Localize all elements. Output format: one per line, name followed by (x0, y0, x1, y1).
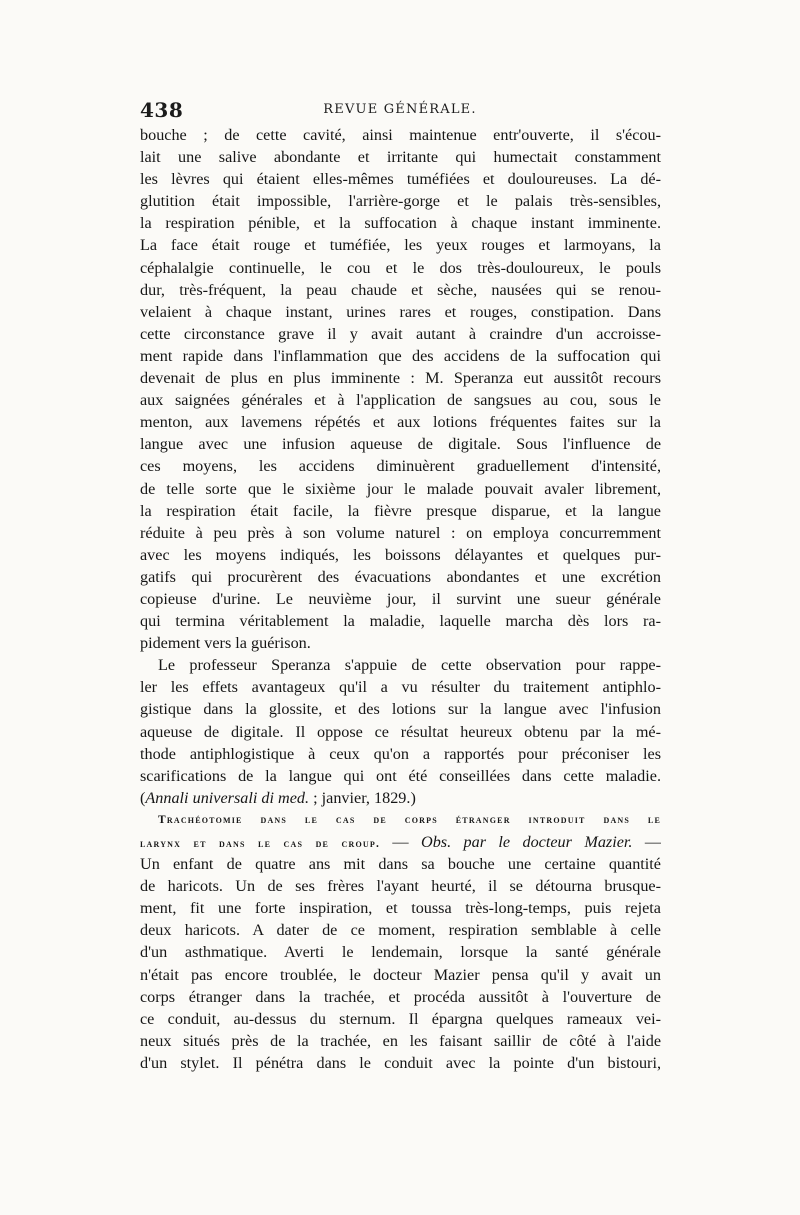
text-line: langue avec une infusion aqueuse de digitale. Sous l'influence de (140, 435, 661, 454)
text-line: gatifs qui procurèrent des évacuations abondantes et une excrétion (140, 567, 661, 586)
text-line: d'un stylet. Il pénétra dans le conduit avec la pointe d'un bistouri, (140, 1053, 661, 1072)
text-line: n'était pas encore troublée, le docteur Mazier pensa qu'il y avait un (140, 965, 661, 984)
text-line: corps étranger dans la trachée, et procéda aussitôt à l'ouverture de (140, 987, 661, 1006)
text-line: réduite à peu près à son volume naturel : on employa concurremment (140, 523, 661, 542)
text-line: thode antiphlogistique à ceux qu'on a rapportés pour préconiser les (140, 744, 661, 763)
text-line: lait une salive abondante et irritante qui humectait constamment (140, 148, 661, 167)
citation-open: ( (140, 788, 146, 807)
text-line: ler les effets avantageux qu'il a vu résulter du traitement antiphlo- (140, 678, 661, 697)
text-line: avec les moyens indiqués, les boissons délayantes et quelques pur- (140, 545, 661, 564)
text-line: gistique dans la glossite, et des lotions sur la langue avec l'infusion (140, 700, 661, 719)
citation-title: Annali universali di med. (145, 788, 310, 807)
text-line: copieuse d'urine. Le neuvième jour, il survint une sueur générale (140, 589, 661, 608)
text-line: La face était rouge et tuméfiée, les yeux rouges et larmoyans, la (140, 236, 661, 255)
text-line: dur, très-fréquent, la peau chaude et sèche, nausées qui se renou- (140, 280, 661, 299)
journal-title: REVUE GÉNÉRALE. (323, 102, 477, 117)
section-title: Trachéotomie dans le cas de corps étranger introduit dans le (158, 813, 661, 826)
text-line: ment rapide dans l'inflammation que des accidens de la suffocation qui (140, 346, 661, 365)
text-line: céphalalgie continuelle, le cou et le dos très-douloureux, le pouls (140, 258, 661, 277)
running-head (140, 98, 660, 124)
text-line: scarifications de la langue qui ont été conseillées dans cette maladie. (140, 766, 661, 785)
text-line: velaient à chaque instant, urines rares et rouges, constipation. Dans (140, 302, 661, 321)
text-line: la respiration pénible, et la suffocation à chaque instant imminente. (140, 214, 661, 233)
text-line: la respiration était facile, la fièvre presque disparue, et la langue (140, 501, 661, 520)
text-line: ment, fit une forte inspiration, et toussa très-long-temps, puis rejeta (140, 899, 661, 918)
text-line: aux saignées générales et à l'application de sangsues au cou, sous le (140, 391, 661, 410)
text-line: glutition était impossible, l'arrière-gorge et le palais très-sensibles, (140, 192, 661, 211)
text-line: Le professeur Speranza s'appuie de cette observation pour rappe- (158, 656, 661, 675)
section-dash: — (632, 833, 661, 851)
text-line: les lèvres qui étaient elles-mêmes tuméfiées et douloureuses. La dé- (140, 170, 661, 189)
text-line: devenait de plus en plus imminente : M. Speranza eut aussitôt recours (140, 369, 661, 388)
text-line: menton, aux lavemens répétés et aux lotions fréquentes faites sur la (140, 413, 661, 432)
text-line: deux haricots. A dater de ce moment, respiration semblable à celle (140, 921, 661, 940)
text-line: de telle sorte que le sixième jour le malade pouvait avaler librement, (140, 479, 661, 498)
text-line: bouche ; de cette cavité, ainsi maintenue entr'ouverte, il s'écou- (140, 126, 661, 144)
text-line: aqueuse de digitale. Il oppose ce résultat heureux obtenu par la mé- (140, 722, 661, 741)
section-observation: Obs. par le docteur Mazier. (421, 833, 633, 851)
text-line: de haricots. Un de ses frères l'ayant heurté, il se détourna brusque- (140, 877, 661, 896)
citation-rest: ; janvier, 1829.) (309, 788, 416, 807)
text-line: pidement vers la guérison. (140, 634, 311, 653)
text-line: d'un asthmatique. Averti le lendemain, lorsque la santé générale (140, 943, 661, 962)
section-title-line-2 (140, 831, 661, 853)
text-line: Un enfant de quatre ans mit dans sa bouche une certaine quantité (140, 855, 661, 874)
text-line: ce conduit, au-dessus du sternum. Il épargna quelques rameaux vei- (140, 1009, 661, 1028)
main-text (140, 124, 661, 1074)
citation-line (140, 787, 661, 809)
text-line: ces moyens, les accidens diminuèrent graduellement d'intensité, (140, 457, 661, 476)
section-title-continued: larynx et dans le cas de croup. (140, 838, 381, 850)
section-dash: — (380, 833, 422, 851)
text-line: neux situés près de la trachée, en les faisant saillir de côté à l'aide (140, 1031, 661, 1050)
text-line: qui termina véritablement la maladie, laquelle marcha dès lors ra- (140, 612, 661, 631)
text-line: cette circonstance grave il y avait autant à craindre d'un accroisse- (140, 324, 661, 343)
page-number: 438 (140, 98, 184, 122)
